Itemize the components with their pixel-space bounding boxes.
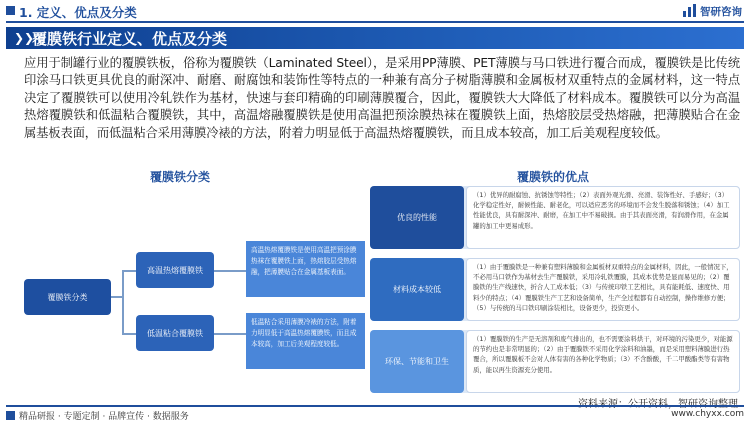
footer-services: 精品研报 · 专题定制 · 品牌宣传 · 数据服务 xyxy=(19,412,189,421)
branch-high-temp: 高温热熔覆膜铁 xyxy=(136,252,214,288)
advantage-label: 环保、节能和卫生 xyxy=(370,330,464,393)
connector-line xyxy=(122,333,136,335)
brand-logo xyxy=(683,3,742,19)
report-icon xyxy=(6,411,15,420)
advantage-card xyxy=(370,258,740,321)
logo-text: 智研咨询 xyxy=(700,5,742,18)
connector-line xyxy=(122,270,124,334)
advantage-card xyxy=(370,186,740,249)
double-chevron-icon: ❯❯ xyxy=(14,31,35,45)
footer-divider xyxy=(6,405,744,407)
footer-left xyxy=(6,409,189,421)
advantage-text: （1）由于覆膜铁是一种兼有塑料薄膜和金属板材双重特点的金属材料，因此，一般情况下，不必用马口铁作为基材去生产覆膜铁，采用冷轧铁覆膜，其成本优势是显而易见的；（2）覆膜铁的生产线速快，折合人工成本低；（3）与传统印铁工艺相比，具有能耗低、速度快、用料少的特点；（4）覆膜铁生产工艺和设备简单，生产全过程都有自动控制，操作维修方便；（5）与传统的马口铁印刷涂装相比，设备更少，投资更小。 xyxy=(466,258,740,321)
banner-title: 覆膜铁行业定义、优点及分类 xyxy=(32,29,228,48)
classification-heading: 覆膜铁分类 xyxy=(150,170,211,184)
connector-line xyxy=(122,270,136,272)
branch-low-temp: 低温粘合覆膜铁 xyxy=(136,315,214,351)
classification-root: 覆膜铁分类 xyxy=(24,279,111,315)
header-divider xyxy=(6,21,744,23)
bar-chart-logo-icon xyxy=(683,4,697,18)
page-footer xyxy=(6,405,744,421)
section-marker-icon xyxy=(6,6,15,15)
advantage-card xyxy=(370,330,740,393)
advantages-heading: 覆膜铁的优点 xyxy=(517,170,590,184)
advantage-text: （1）优异的耐腐蚀、抗锈蚀等特性；（2）表面外观光滑、亮滑、装饰性好、手感好；（3）化学稳定性好，耐候性能、耐老化，可以适应恶劣的环境而不会发生脱落和锈蚀；（4）加工性能优良，具有耐深冲、耐磨，在加工中不易破损。由于其表面亮滑，有润滑作用，在金属罐的加工中更易成形。 xyxy=(466,186,740,249)
branch-low-temp-description: 低温粘合采用薄膜冷裱的方法，附着力明显低于高温热熔覆膜铁，而且成本较高，加工后美观程度较低。 xyxy=(246,313,365,369)
section-title: 1. 定义、优点及分类 xyxy=(19,5,137,20)
advantage-label: 材料成本较低 xyxy=(370,258,464,321)
advantage-label: 优良的性能 xyxy=(370,186,464,249)
branch-high-temp-description: 高温热熔覆膜铁是使用高温把预涂膜热袜在覆膜铁上面，热熔胶层受热熔融，把薄膜贴合在金属基板表面。 xyxy=(246,241,365,297)
title-banner xyxy=(6,27,744,49)
connector-line xyxy=(214,333,246,335)
top-header xyxy=(0,0,750,24)
footer-website-link[interactable]: www.chyxx.com xyxy=(671,409,744,419)
connector-line xyxy=(214,270,246,272)
intro-paragraph: 应用于制罐行业的覆膜铁板，俗称为覆膜铁（Laminated Steel），是采用PP薄膜、PET薄膜与马口铁进行覆合而成，覆膜铁是比传统印涂马口铁更具优良的耐深冲、耐磨、耐腐蚀和装饰性等特点的一种兼有高分子树脂薄膜和金属板材双重特点的金属材料，这一特点决定了覆膜铁可以使用冷轧铁作为基材，快速与套印精确的印刷薄膜覆合，因此，覆膜铁大大降低了材料成本。覆膜铁可以分为高温热熔覆膜铁和低温粘合覆膜铁，其中，高温熔融覆膜铁是使用高温把预涂膜热袜在覆膜铁上面，热熔胶层受热熔融，把薄膜贴合在金属基板表面，而低温粘合采用薄膜冷裱的方法，附着力明显低于高温热熔覆膜铁，而且成本较高，加工后美观程度较低。 xyxy=(24,56,740,140)
advantage-text: （1）覆膜铁的生产是无溶剂和废气排出的，也不需要涂料烘干，对环境的污染更少，对能源的节约也是非常明显的；（2）由于覆膜铁不采用化学涂料和油墨，而是采用塑料薄膜进行热覆合，所以覆膜板不会对人体有害的各种化学物质；（3）不含酚酸，千二甲酸酯类等有害物质，能以再生资源充分使用。 xyxy=(466,330,740,393)
